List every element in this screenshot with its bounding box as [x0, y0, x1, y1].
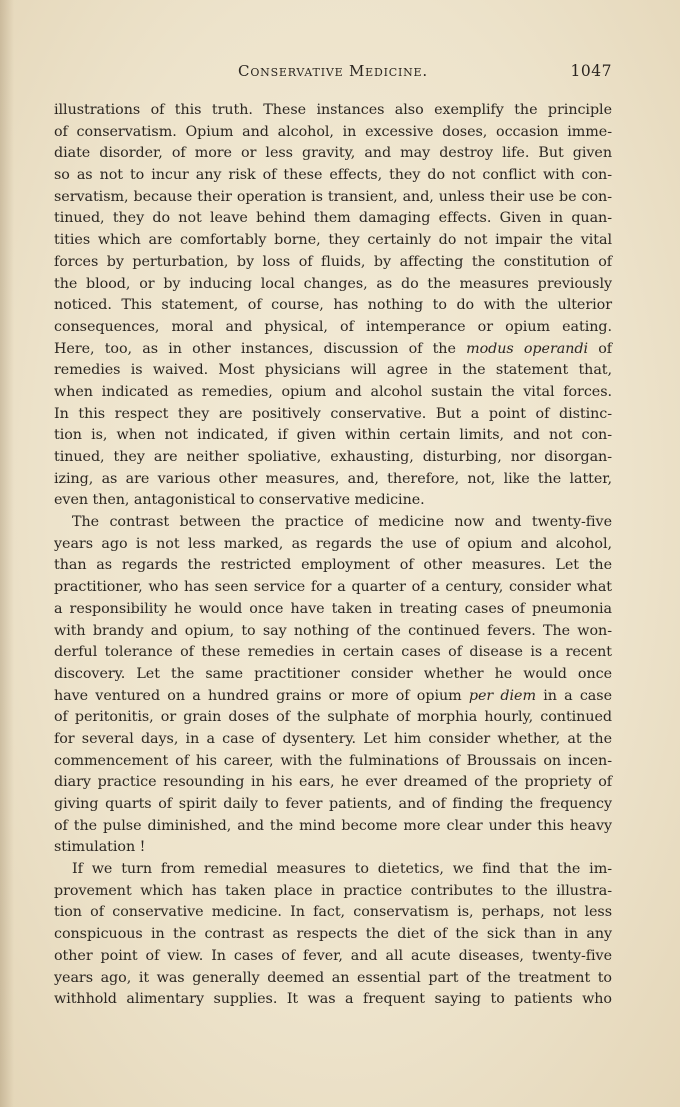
- text-line: tities which are comfortably borne, they certainly do not impair the vital: [54, 232, 612, 249]
- text-line: other point of view. In cases of fever, and all acute diseases, twenty-five: [54, 947, 612, 964]
- text-line: conspicuous in the contrast as respects the diet of the sick than in any: [54, 926, 612, 943]
- text-line: discovery. Let the same practitioner consider whether he would once: [54, 665, 612, 682]
- binding-shadow: [0, 0, 14, 1107]
- text-segment: of: [588, 340, 613, 357]
- text-line: izing, as are various other measures, and, therefore, not, like the latter,: [54, 470, 612, 487]
- text-line: of peritonitis, or grain doses of the sulphate of morphia hourly, continued: [54, 709, 612, 726]
- text-line: withhold alimentary supplies. It was a frequent saying to patients who: [54, 991, 612, 1008]
- text-line: years ago is not less marked, as regards the use of opium and alcohol,: [54, 535, 612, 552]
- text-line: a responsibility he would once have taken in treating cases of pneumonia: [54, 600, 612, 617]
- text-line: with brandy and opium, to say nothing of the continued fevers. The won-: [54, 622, 612, 639]
- text-line: If we turn from remedial measures to dietetics, we find that the im-: [72, 861, 612, 878]
- text-line: The contrast between the practice of medicine now and twenty-five: [72, 514, 612, 531]
- italic-phrase: modus operandi: [466, 340, 588, 357]
- text-line: servatism, because their operation is transient, and, unless their use be con-: [54, 188, 612, 205]
- text-line: tinued, they are neither spoliative, exhausting, disturbing, nor disorgan-: [54, 449, 612, 465]
- text-line: diate disorder, of more or less gravity, and may destroy life. But given: [54, 145, 612, 162]
- text-line: forces by perturbation, by loss of fluids, by affecting the constitution of: [54, 253, 612, 270]
- text-segment: Here, too, as in other instances, discussion of the: [54, 340, 467, 357]
- text-line: the blood, or by inducing local changes, as do the measures previously: [54, 275, 612, 292]
- text-line: diary practice resounding in his ears, he ever dreamed of the propriety of: [54, 774, 612, 791]
- text-line: consequences, moral and physical, of intemperance or opium eating.: [54, 318, 612, 335]
- page-header: [54, 62, 612, 86]
- text-line: [54, 686, 612, 708]
- italic-phrase: per diem: [468, 687, 536, 704]
- page-number: 1047: [570, 62, 612, 80]
- text-line: In this respect they are positively conservative. But a point of distinc-: [54, 405, 612, 422]
- text-segment: have ventured on a hundred grains or more of opium: [54, 687, 469, 704]
- text-line: commencement of his career, with the fulminations of Broussais on incen-: [54, 752, 612, 769]
- text-line: tinued, they do not leave behind them damaging effects. Given in quan-: [54, 210, 612, 227]
- text-line: years ago, it was generally deemed an essential part of the treatment to: [54, 969, 612, 986]
- body-text: [54, 100, 612, 1011]
- text-line: even then, antagonistical to conservative medicine.: [54, 492, 425, 509]
- text-line: so as not to incur any risk of these effects, they do not conflict with con-: [54, 167, 612, 184]
- text-line: [54, 339, 612, 361]
- text-line: than as regards the restricted employment of other measures. Let the: [54, 557, 612, 574]
- text-line: illustrations of this truth. These instances also exemplify the principle: [54, 102, 612, 118]
- text-line: derful tolerance of these remedies in certain cases of disease is a recent: [54, 644, 612, 661]
- text-line: giving quarts of spirit daily to fever patients, and of finding the frequency: [54, 796, 612, 812]
- text-line: when indicated as remedies, opium and alcohol sustain the vital forces.: [54, 383, 612, 400]
- text-line: stimulation !: [54, 839, 146, 856]
- running-title: Conservative Medicine.: [238, 62, 428, 80]
- text-line: for several days, in a case of dysentery. Let him consider whether, at the: [54, 730, 612, 747]
- text-line: remedies is waived. Most physicians will agree in the statement that,: [54, 362, 612, 379]
- text-line: practitioner, who has seen service for a quarter of a century, consider what: [54, 579, 612, 596]
- text-line: of conservatism. Opium and alcohol, in excessive doses, occasion imme-: [54, 123, 612, 140]
- text-line: tion of conservative medicine. In fact, conservatism is, perhaps, not less: [54, 904, 612, 921]
- text-line: provement which has taken place in practice contributes to the illustra-: [54, 882, 612, 899]
- text-line: noticed. This statement, of course, has nothing to do with the ulterior: [54, 297, 612, 314]
- text-line: of the pulse diminished, and the mind become more clear under this heavy: [54, 817, 612, 834]
- text-segment: in a case: [535, 687, 612, 704]
- text-line: tion is, when not indicated, if given within certain limits, and not con-: [54, 427, 612, 444]
